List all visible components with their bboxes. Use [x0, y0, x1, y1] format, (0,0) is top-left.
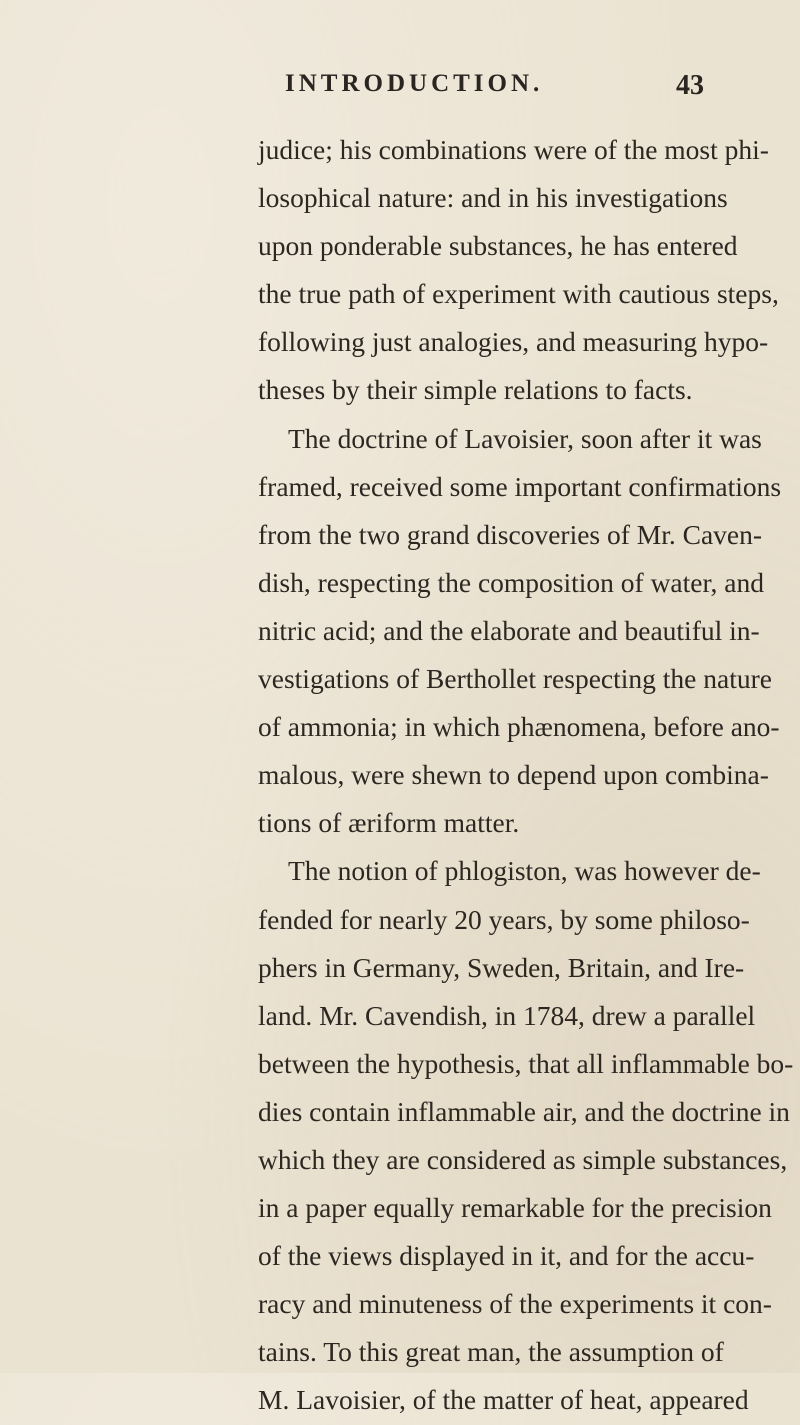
- text-line: tains. To this great man, the assumption of: [258, 1336, 724, 1368]
- text-line: nitric acid; and the elaborate and beautiful in-: [258, 614, 760, 646]
- text-line: tions of æriform matter.: [258, 807, 520, 839]
- text-line: theses by their simple relations to facts.: [258, 374, 693, 406]
- text-line: dish, respecting the composition of water, and: [258, 566, 764, 598]
- text-line: which they are considered as simple substances,: [258, 1143, 788, 1175]
- text-line: judice; his combinations were of the most phi-: [258, 134, 769, 165]
- text-line: The doctrine of Lavoisier, soon after it was: [288, 422, 762, 454]
- text-line: malous, were shewn to depend upon combina-: [258, 759, 769, 791]
- text-line: The notion of phlogiston, was however de-: [288, 855, 761, 887]
- running-title: INTRODUCTION.: [285, 70, 544, 97]
- text-line: of ammonia; in which phænomena, before ano-: [258, 711, 780, 743]
- text-line: losophical nature: and in his investigations: [258, 182, 728, 214]
- text-line: vestigations of Berthollet respecting the nature: [258, 663, 772, 695]
- text-line: dies contain inflammable air, and the doctrine in: [258, 1095, 790, 1127]
- body-text: [258, 126, 794, 1425]
- text-line: phers in Germany, Sweden, Britain, and Ire-: [258, 951, 745, 983]
- text-line: of the views displayed in it, and for the accu-: [258, 1240, 755, 1272]
- text-line: framed, received some important confirmations: [258, 470, 782, 502]
- text-line: racy and minuteness of the experiments it con-: [258, 1288, 772, 1320]
- text-line: upon ponderable substances, he has entered: [258, 230, 738, 262]
- page-number: 43: [676, 70, 704, 101]
- text-line: following just analogies, and measuring hypo-: [258, 326, 769, 358]
- text-line: between the hypothesis, that all inflammable bo-: [258, 1047, 794, 1079]
- text-line: M. Lavoisier, of the matter of heat, appeared: [258, 1384, 749, 1416]
- text-line: land. Mr. Cavendish, in 1784, drew a parallel: [258, 999, 756, 1031]
- text-line: the true path of experiment with cautious steps,: [258, 278, 779, 310]
- running-head: [0, 70, 800, 106]
- text-line: from the two grand discoveries of Mr. Caven-: [258, 518, 763, 550]
- text-line: in a paper equally remarkable for the precision: [258, 1192, 772, 1224]
- text-line: fended for nearly 20 years, by some philoso-: [258, 903, 750, 935]
